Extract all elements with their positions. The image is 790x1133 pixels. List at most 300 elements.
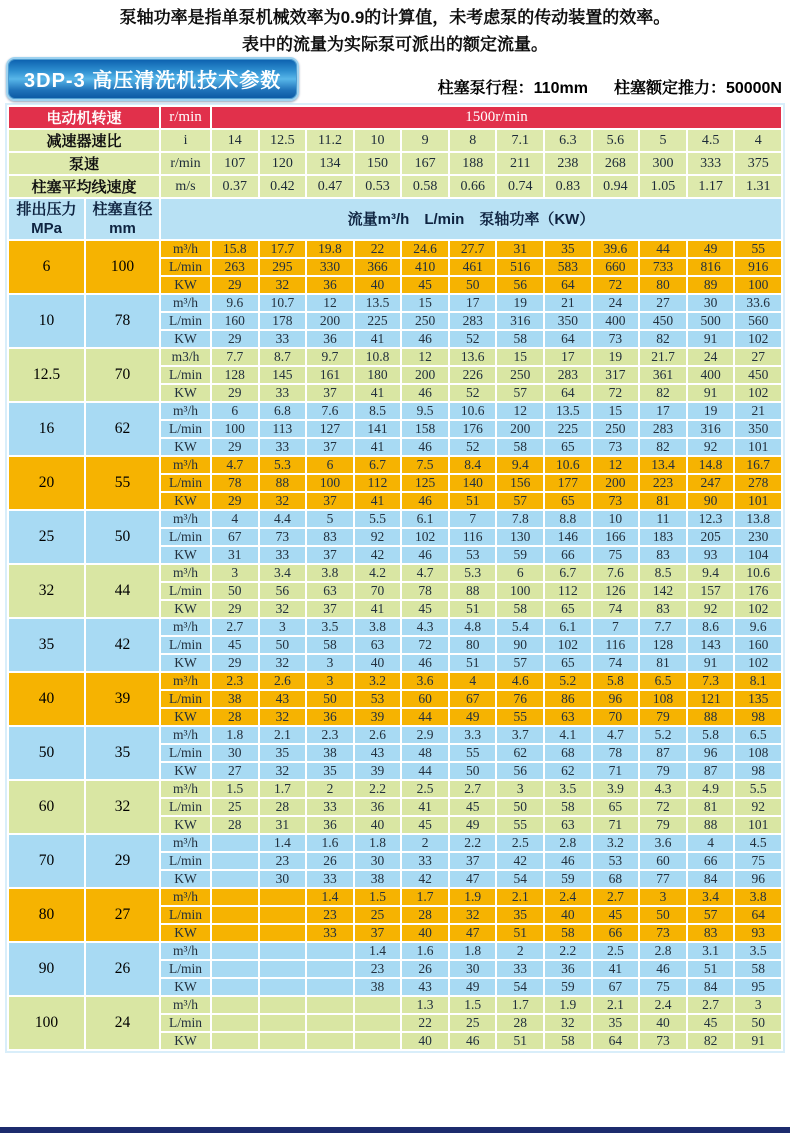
flow-unit-cell: m³/h (160, 294, 211, 312)
value-cell: 350 (544, 312, 592, 330)
value-cell: 10.6 (449, 402, 497, 420)
value-cell: 9.4 (496, 456, 544, 474)
value-cell: 32 (259, 708, 307, 726)
value-cell: 3 (306, 654, 354, 672)
value-cell (259, 906, 307, 924)
flow-unit-cell: L/min (160, 366, 211, 384)
value-cell: 400 (592, 312, 640, 330)
value-cell (259, 960, 307, 978)
data-row (8, 996, 782, 1014)
value-cell: 112 (544, 582, 592, 600)
value-cell: 47 (449, 924, 497, 942)
value-cell: 49 (449, 978, 497, 996)
value-cell: 160 (734, 636, 782, 654)
value-cell: 22 (354, 240, 402, 258)
flow-unit-cell: KW (160, 276, 211, 294)
value-cell: 84 (687, 978, 735, 996)
value-cell: 4.7 (211, 456, 259, 474)
value-cell: 5.4 (496, 618, 544, 636)
value-cell: 3.5 (306, 618, 354, 636)
value-cell: 176 (449, 420, 497, 438)
value-cell: 7 (592, 618, 640, 636)
value-cell: 53 (592, 852, 640, 870)
value-cell: 42 (401, 870, 449, 888)
value-cell: 74 (592, 600, 640, 618)
value-cell: 143 (687, 636, 735, 654)
value-cell: 316 (687, 420, 735, 438)
value-cell (211, 834, 259, 852)
flow-unit-cell: KW (160, 924, 211, 942)
data-row (8, 510, 782, 528)
value-cell: 113 (259, 420, 307, 438)
flow-unit-cell: L/min (160, 906, 211, 924)
value-cell: 100 (496, 582, 544, 600)
value-cell: 59 (496, 546, 544, 564)
value-cell: 13.5 (544, 402, 592, 420)
value-cell: 88 (449, 582, 497, 600)
pump-speed-value: 211 (496, 152, 544, 175)
value-cell: 2.8 (544, 834, 592, 852)
value-cell: 2.7 (211, 618, 259, 636)
value-cell: 72 (401, 636, 449, 654)
value-cell: 2.4 (639, 996, 687, 1014)
value-cell: 45 (687, 1014, 735, 1032)
value-cell: 25 (211, 798, 259, 816)
value-cell: 21 (734, 402, 782, 420)
pressure-value: 35 (8, 618, 85, 672)
value-cell: 1.9 (544, 996, 592, 1014)
value-cell: 283 (639, 420, 687, 438)
value-cell: 29 (211, 600, 259, 618)
value-cell: 9.6 (211, 294, 259, 312)
value-cell: 33.6 (734, 294, 782, 312)
value-cell: 2.3 (211, 672, 259, 690)
table-data-rows (8, 240, 782, 1050)
pump-speed-value: 188 (449, 152, 497, 175)
pump-speed-value: 167 (401, 152, 449, 175)
value-cell: 3.4 (259, 564, 307, 582)
value-cell: 41 (354, 438, 402, 456)
value-cell: 225 (354, 312, 402, 330)
value-cell: 82 (687, 1032, 735, 1050)
value-cell: 56 (259, 582, 307, 600)
value-cell: 42 (354, 546, 402, 564)
value-cell: 361 (639, 366, 687, 384)
value-cell: 32 (544, 1014, 592, 1032)
value-cell: 51 (496, 924, 544, 942)
value-cell: 3.7 (496, 726, 544, 744)
data-row (8, 402, 782, 420)
value-cell: 101 (734, 492, 782, 510)
gear-ratio-value: 8 (449, 129, 497, 152)
line-speed-value: 1.17 (687, 175, 735, 198)
value-cell: 6 (306, 456, 354, 474)
value-cell: 38 (354, 870, 402, 888)
value-cell: 37 (354, 924, 402, 942)
value-cell: 3 (211, 564, 259, 582)
value-cell: 72 (639, 798, 687, 816)
value-cell: 4.6 (496, 672, 544, 690)
diameter-value: 50 (85, 510, 160, 564)
value-cell: 2.1 (259, 726, 307, 744)
value-cell: 50 (449, 762, 497, 780)
value-cell: 104 (734, 546, 782, 564)
value-cell: 5.2 (639, 726, 687, 744)
value-cell: 24 (687, 348, 735, 366)
value-cell: 96 (592, 690, 640, 708)
value-cell: 92 (687, 438, 735, 456)
value-cell: 47 (449, 870, 497, 888)
data-row (8, 240, 782, 258)
value-cell: 55 (734, 240, 782, 258)
value-cell: 38 (354, 978, 402, 996)
pump-speed-value: 120 (259, 152, 307, 175)
value-cell: 50 (449, 276, 497, 294)
value-cell: 91 (687, 330, 735, 348)
value-cell: 45 (401, 816, 449, 834)
value-cell: 33 (259, 546, 307, 564)
value-cell: 24 (592, 294, 640, 312)
value-cell: 225 (544, 420, 592, 438)
value-cell: 583 (544, 258, 592, 276)
value-cell: 102 (544, 636, 592, 654)
value-cell: 180 (354, 366, 402, 384)
value-cell: 51 (449, 654, 497, 672)
value-cell: 6 (496, 564, 544, 582)
value-cell: 2.1 (592, 996, 640, 1014)
diameter-value: 32 (85, 780, 160, 834)
value-cell: 57 (687, 906, 735, 924)
value-cell: 48 (401, 744, 449, 762)
value-cell: 37 (449, 852, 497, 870)
flow-unit-cell: m³/h (160, 402, 211, 420)
diameter-value: 26 (85, 942, 160, 996)
value-cell: 29 (211, 654, 259, 672)
value-cell: 2.5 (496, 834, 544, 852)
flow-unit-cell: L/min (160, 798, 211, 816)
value-cell: 10.6 (734, 564, 782, 582)
value-cell: 40 (401, 924, 449, 942)
pressure-unit: MPa (31, 220, 62, 237)
value-cell: 7.3 (687, 672, 735, 690)
value-cell: 68 (544, 744, 592, 762)
value-cell: 101 (734, 438, 782, 456)
value-cell: 3 (496, 780, 544, 798)
value-cell: 101 (734, 816, 782, 834)
value-cell: 2.8 (639, 942, 687, 960)
value-cell: 96 (734, 870, 782, 888)
value-cell: 29 (211, 276, 259, 294)
value-cell: 116 (592, 636, 640, 654)
value-cell: 81 (639, 654, 687, 672)
value-cell: 28 (211, 708, 259, 726)
line-speed-value: 0.53 (354, 175, 402, 198)
value-cell: 32 (259, 654, 307, 672)
value-cell: 1.9 (449, 888, 497, 906)
value-cell: 73 (639, 924, 687, 942)
value-cell: 230 (734, 528, 782, 546)
value-cell: 39 (354, 708, 402, 726)
value-cell: 98 (734, 762, 782, 780)
diameter-value: 27 (85, 888, 160, 942)
value-cell: 1.7 (401, 888, 449, 906)
value-cell: 83 (639, 546, 687, 564)
value-cell: 102 (734, 654, 782, 672)
value-cell: 200 (306, 312, 354, 330)
value-cell (259, 978, 307, 996)
value-cell: 33 (306, 870, 354, 888)
value-cell: 29 (211, 492, 259, 510)
value-cell: 50 (734, 1014, 782, 1032)
pump-speed-value: 107 (211, 152, 259, 175)
value-cell: 2.5 (592, 942, 640, 960)
gear-ratio-value: 10 (354, 129, 402, 152)
value-cell: 46 (639, 960, 687, 978)
value-cell: 49 (449, 816, 497, 834)
value-cell: 57 (496, 654, 544, 672)
value-cell: 46 (401, 654, 449, 672)
value-cell: 11 (639, 510, 687, 528)
flow-unit-cell: L/min (160, 960, 211, 978)
value-cell: 125 (401, 474, 449, 492)
value-cell: 70 (354, 582, 402, 600)
value-cell: 8.8 (544, 510, 592, 528)
value-cell: 81 (687, 798, 735, 816)
pressure-value: 16 (8, 402, 85, 456)
value-cell: 43 (259, 690, 307, 708)
value-cell: 100 (306, 474, 354, 492)
value-cell: 366 (354, 258, 402, 276)
value-cell: 62 (496, 744, 544, 762)
value-cell: 28 (259, 798, 307, 816)
value-cell: 166 (592, 528, 640, 546)
line-speed-label: 柱塞平均线速度 (8, 175, 160, 198)
value-cell: 42 (496, 852, 544, 870)
value-cell: 8.5 (354, 402, 402, 420)
value-cell: 65 (544, 438, 592, 456)
value-cell: 72 (592, 276, 640, 294)
value-cell: 45 (401, 600, 449, 618)
value-cell: 4.5 (734, 834, 782, 852)
value-cell: 73 (639, 1032, 687, 1050)
value-cell: 3 (639, 888, 687, 906)
value-cell: 55 (496, 816, 544, 834)
flow-unit-cell: L/min (160, 1014, 211, 1032)
value-cell: 44 (639, 240, 687, 258)
pressure-value: 6 (8, 240, 85, 294)
flow-unit-cell: L/min (160, 582, 211, 600)
line-speed-value: 1.31 (734, 175, 782, 198)
pump-speed-value: 300 (639, 152, 687, 175)
value-cell: 45 (592, 906, 640, 924)
value-cell: 1.5 (449, 996, 497, 1014)
value-cell: 81 (639, 492, 687, 510)
value-cell: 82 (639, 330, 687, 348)
value-cell: 44 (401, 762, 449, 780)
value-cell: 92 (354, 528, 402, 546)
value-cell: 263 (211, 258, 259, 276)
value-cell: 41 (592, 960, 640, 978)
value-cell: 200 (592, 474, 640, 492)
flow-unit-cell: KW (160, 492, 211, 510)
gear-ratio-label: 减速器速比 (8, 129, 160, 152)
value-cell: 37 (306, 600, 354, 618)
value-cell: 53 (354, 690, 402, 708)
value-cell: 63 (306, 582, 354, 600)
value-cell: 9.5 (401, 402, 449, 420)
line-speed-value: 0.94 (592, 175, 640, 198)
value-cell: 6.7 (544, 564, 592, 582)
value-cell: 283 (449, 312, 497, 330)
value-cell: 6.5 (734, 726, 782, 744)
diameter-unit: mm (109, 220, 136, 237)
value-cell: 46 (449, 1032, 497, 1050)
value-cell: 2.7 (449, 780, 497, 798)
page-title: 3DP-3 高压清洗机技术参数 (6, 57, 299, 101)
value-cell: 65 (544, 492, 592, 510)
diameter-label: 柱塞直径 (92, 201, 153, 218)
value-cell (211, 888, 259, 906)
value-cell: 2.2 (354, 780, 402, 798)
motor-speed-row (8, 106, 782, 129)
gear-ratio-value: 6.3 (544, 129, 592, 152)
value-cell: 65 (592, 798, 640, 816)
value-cell: 75 (639, 978, 687, 996)
value-cell: 33 (259, 384, 307, 402)
value-cell (211, 852, 259, 870)
value-cell: 36 (544, 960, 592, 978)
flow-unit-cell: m³/h (160, 456, 211, 474)
flow-header-row (8, 198, 782, 240)
value-cell (306, 978, 354, 996)
value-cell: 93 (734, 924, 782, 942)
value-cell: 660 (592, 258, 640, 276)
data-row (8, 942, 782, 960)
value-cell: 3.9 (592, 780, 640, 798)
flow-unit-cell: L/min (160, 690, 211, 708)
value-cell: 40 (639, 1014, 687, 1032)
value-cell: 33 (259, 330, 307, 348)
motor-speed-unit: r/min (160, 106, 211, 129)
flow-unit-cell: KW (160, 762, 211, 780)
value-cell: 52 (449, 438, 497, 456)
value-cell: 2 (306, 780, 354, 798)
value-cell: 100 (211, 420, 259, 438)
value-cell: 27.7 (449, 240, 497, 258)
value-cell: 7.8 (496, 510, 544, 528)
data-row (8, 456, 782, 474)
value-cell: 63 (544, 708, 592, 726)
value-cell: 43 (354, 744, 402, 762)
value-cell: 29 (211, 438, 259, 456)
value-cell: 45 (401, 276, 449, 294)
flow-unit-cell: L/min (160, 636, 211, 654)
value-cell: 45 (449, 798, 497, 816)
value-cell: 4.3 (639, 780, 687, 798)
value-cell: 37 (306, 546, 354, 564)
value-cell: 410 (401, 258, 449, 276)
value-cell: 2.3 (306, 726, 354, 744)
value-cell: 2.6 (354, 726, 402, 744)
value-cell: 37 (306, 384, 354, 402)
value-cell: 126 (592, 582, 640, 600)
pressure-value: 60 (8, 780, 85, 834)
value-cell: 141 (354, 420, 402, 438)
value-cell: 60 (401, 690, 449, 708)
value-cell: 28 (401, 906, 449, 924)
value-cell: 78 (401, 582, 449, 600)
pressure-value: 12.5 (8, 348, 85, 402)
value-cell: 30 (687, 294, 735, 312)
line-speed-value: 0.47 (306, 175, 354, 198)
value-cell: 10.6 (544, 456, 592, 474)
value-cell: 64 (544, 276, 592, 294)
value-cell: 102 (401, 528, 449, 546)
flow-unit-cell: m³/h (160, 672, 211, 690)
value-cell: 79 (639, 762, 687, 780)
value-cell: 12 (592, 456, 640, 474)
value-cell: 35 (306, 762, 354, 780)
pump-speed-row (8, 152, 782, 175)
value-cell: 52 (449, 384, 497, 402)
value-cell: 157 (687, 582, 735, 600)
value-cell: 93 (687, 546, 735, 564)
value-cell (211, 960, 259, 978)
value-cell: 73 (259, 528, 307, 546)
value-cell: 65 (544, 654, 592, 672)
value-cell: 70 (592, 708, 640, 726)
value-cell: 733 (639, 258, 687, 276)
value-cell: 73 (592, 438, 640, 456)
flow-unit-cell: L/min (160, 420, 211, 438)
value-cell: 13.4 (639, 456, 687, 474)
value-cell: 27 (639, 294, 687, 312)
value-cell: 12 (306, 294, 354, 312)
value-cell: 41 (401, 798, 449, 816)
value-cell: 41 (354, 600, 402, 618)
value-cell: 67 (211, 528, 259, 546)
value-cell: 71 (592, 762, 640, 780)
note-line-2: 表中的流量为实际泵可派出的额定流量。 (242, 35, 548, 54)
value-cell: 67 (592, 978, 640, 996)
value-cell: 5.8 (592, 672, 640, 690)
value-cell: 65 (544, 600, 592, 618)
value-cell: 19.8 (306, 240, 354, 258)
value-cell: 29 (211, 330, 259, 348)
value-cell: 62 (544, 762, 592, 780)
value-cell (259, 888, 307, 906)
value-cell: 55 (496, 708, 544, 726)
value-cell: 78 (592, 744, 640, 762)
value-cell: 41 (354, 384, 402, 402)
value-cell: 30 (354, 852, 402, 870)
line-speed-value: 0.66 (449, 175, 497, 198)
value-cell: 32 (259, 276, 307, 294)
value-cell (259, 996, 307, 1014)
diameter-value: 55 (85, 456, 160, 510)
value-cell: 16.7 (734, 456, 782, 474)
value-cell: 37 (306, 438, 354, 456)
stroke-spec: 柱塞泵行程：110mm (437, 80, 588, 97)
value-cell: 3 (734, 996, 782, 1014)
value-cell: 247 (687, 474, 735, 492)
flow-unit-cell: m³/h (160, 618, 211, 636)
value-cell: 73 (592, 330, 640, 348)
value-cell: 56 (496, 762, 544, 780)
value-cell: 4.1 (544, 726, 592, 744)
pump-speed-value: 134 (306, 152, 354, 175)
value-cell: 64 (544, 384, 592, 402)
